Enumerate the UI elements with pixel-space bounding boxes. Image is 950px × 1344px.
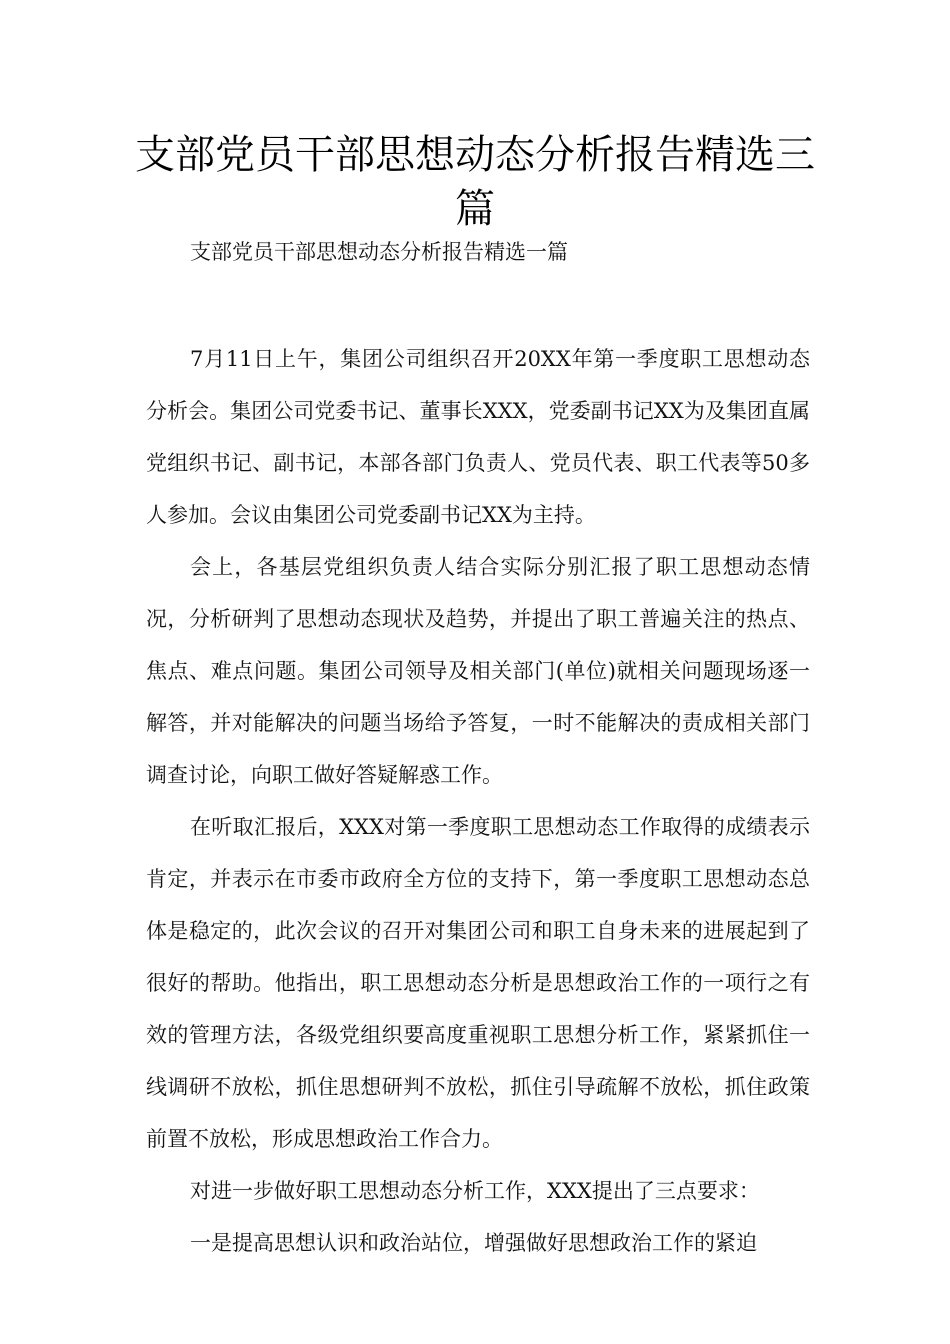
paragraph-5: 一是提高思想认识和政治站位，增强做好思想政治工作的紧迫 bbox=[190, 1231, 757, 1255]
document-subtitle: 支部党员干部思想动态分析报告精选一篇 bbox=[190, 240, 568, 264]
paragraph-4: 对进一步做好职工思想动态分析工作，XXX提出了三点要求： bbox=[190, 1179, 760, 1203]
document-title: 支部党员干部思想动态分析报告精选三篇 bbox=[135, 132, 815, 232]
paragraph-3: 在听取汇报后，XXX对第一季度职工思想动态工作取得的成绩表示肯定，并表示在市委市政府全方位的支持下，第一季度职工思想动态总体是稳定的，此次会议的召开对集团公司和职工自身未来的进展起到了很好的帮助。他指出，职工思想动态分析是思想政治工作的一项行之有效的管理方法，各级党组织要高度重视职工思想分析工作，紧紧抓住一线调研不放松，抓住思想研判不放松，抓住引导疏解不放松，抓住政策前置不放松，形成思想政治工作合力。 bbox=[146, 815, 810, 1151]
paragraph-2: 会上，各基层党组织负责人结合实际分别汇报了职工思想动态情况，分析研判了思想动态现状及趋势，并提出了职工普遍关注的热点、焦点、难点问题。集团公司领导及相关部门(单位)就相关问题现场逐一解答，并对能解决的问题当场给予答复，一时不能解决的责成相关部门调查讨论，向职工做好答疑解惑工作。 bbox=[146, 555, 810, 787]
document-body bbox=[146, 333, 810, 1269]
paragraph-1: 7月11日上午，集团公司组织召开20XX年第一季度职工思想动态分析会。集团公司党委书记、董事长XXX，党委副书记XX为及集团直属党组织书记、副书记，本部各部门负责人、党员代表、职工代表等50多人参加。会议由集团公司党委副书记XX为主持。 bbox=[146, 347, 810, 527]
